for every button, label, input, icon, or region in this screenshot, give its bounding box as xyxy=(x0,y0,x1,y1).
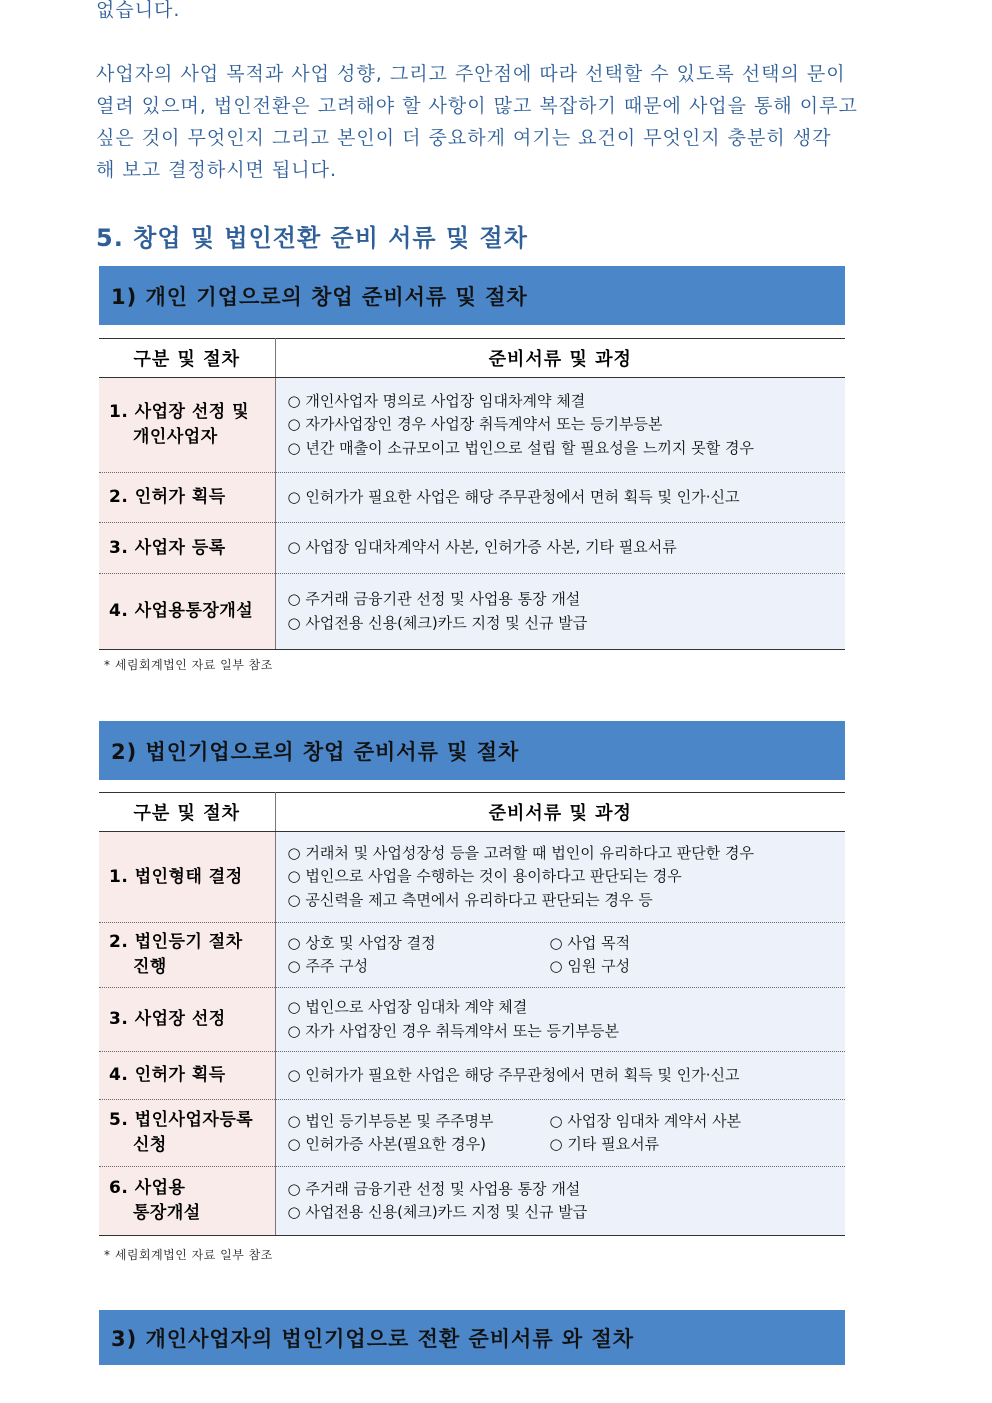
table-header-row xyxy=(99,793,845,832)
items-cell xyxy=(275,923,845,988)
list-item: ○ 사업장 임대차계약서 사본, 인허가증 사본, 기타 필요서류 xyxy=(287,538,677,557)
list-item: ○ 사업전용 신용(체크)카드 지정 및 신규 발급 xyxy=(287,1203,588,1221)
items-cell xyxy=(275,378,845,473)
table1-procedure-table xyxy=(99,338,845,650)
step-cell xyxy=(99,832,275,923)
items-cell xyxy=(275,988,845,1052)
items-cell xyxy=(275,1052,845,1100)
step-label: 2. 법인등기 절차 xyxy=(109,932,243,952)
list-item: ○ 사업장 임대차 계약서 사본 xyxy=(549,1111,742,1130)
step-label: 5. 법인사업자등록 xyxy=(109,1110,254,1130)
items-cell xyxy=(275,1100,845,1167)
table2-procedure-table xyxy=(99,792,845,1236)
list-item: ○ 거래처 및 사업성장성 등을 고려할 때 법인이 유리하다고 판단한 경우 xyxy=(287,843,754,862)
step-label-cont: 신청 xyxy=(133,1135,167,1155)
table1-banner: 1) 개인 기업으로의 창업 준비서류 및 절차 xyxy=(99,266,845,325)
step-label: 4. 사업용통장개설 xyxy=(109,601,254,621)
step-label: 2. 인허가 획득 xyxy=(109,487,226,507)
items-cell xyxy=(275,473,845,523)
table-row xyxy=(99,473,845,523)
step-label: 3. 사업자 등록 xyxy=(109,537,226,558)
column-header-documents: 준비서류 및 과정 xyxy=(275,339,845,378)
step-label: 1. 법인형태 결정 xyxy=(109,866,243,887)
items-cell xyxy=(275,574,845,650)
step-cell xyxy=(99,473,275,523)
list-item: ○ 자가사업장인 경우 사업장 취득계약서 또는 등기부등본 xyxy=(287,415,663,434)
step-label-cont: 개인사업자 xyxy=(133,427,218,447)
list-item: ○ 개인사업자 명의로 사업장 임대차계약 체결 xyxy=(287,391,586,410)
column-header-step: 구분 및 절차 xyxy=(99,793,275,832)
list-item: ○ 주거래 금융기관 선정 및 사업용 통장 개설 xyxy=(287,590,581,608)
list-item: ○ 법인 등기부등본 및 주주명부 xyxy=(287,1111,494,1130)
step-label: 6. 사업용 xyxy=(109,1178,186,1198)
table-row xyxy=(99,1100,845,1167)
step-label-cont: 통장개설 xyxy=(133,1203,201,1223)
items-cell xyxy=(275,1167,845,1236)
list-item: ○ 주주 구성 xyxy=(287,957,369,975)
table-row xyxy=(99,523,845,574)
step-cell xyxy=(99,988,275,1052)
intro-paragraph xyxy=(96,58,898,186)
source-note: * 세림회계법인 자료 일부 참조 xyxy=(104,658,273,672)
list-item: ○ 사업 목적 xyxy=(549,933,631,952)
step-cell xyxy=(99,1100,275,1167)
intro-line: 해 보고 결정하시면 됩니다. xyxy=(96,159,338,181)
step-label-cont: 진행 xyxy=(133,957,167,977)
list-item: ○ 인허가가 필요한 사업은 해당 주무관청에서 면허 획득 및 인가·신고 xyxy=(287,1065,740,1084)
intro-line: 싶은 것이 무엇인지 그리고 본인이 더 중요하게 여기는 요건이 무엇인지 충분히 생각 xyxy=(96,127,832,149)
list-item: ○ 인허가가 필요한 사업은 해당 주무관청에서 면허 획득 및 인가·신고 xyxy=(287,487,740,506)
items-cell xyxy=(275,832,845,923)
list-item: ○ 기타 필요서류 xyxy=(549,1135,660,1153)
intro-line: 열려 있으며, 법인전환은 고려해야 할 사항이 많고 복잡하기 때문에 사업을 통해 이루고 xyxy=(96,95,858,117)
list-item: ○ 인허가증 사본(필요한 경우) xyxy=(287,1135,486,1153)
list-item: ○ 사업전용 신용(체크)카드 지정 및 신규 발급 xyxy=(287,613,588,632)
intro-line: 사업자의 사업 목적과 사업 성향, 그리고 주안점에 따라 선택할 수 있도록 선택의 문이 xyxy=(96,63,846,85)
step-cell xyxy=(99,923,275,988)
table-row xyxy=(99,378,845,473)
top-text-fragment: 없습니다. xyxy=(96,0,181,21)
table-row xyxy=(99,832,845,923)
step-label: 3. 사업장 선정 xyxy=(109,1009,226,1029)
step-label: 4. 인허가 획득 xyxy=(109,1065,226,1085)
table-row xyxy=(99,1167,845,1236)
table2-banner: 2) 법인기업으로의 창업 준비서류 및 절차 xyxy=(99,721,845,780)
step-cell xyxy=(99,1167,275,1236)
table-row xyxy=(99,574,845,650)
list-item: ○ 법인으로 사업장 임대차 계약 체결 xyxy=(287,998,528,1016)
list-item: ○ 년간 매출이 소규모이고 법인으로 설립 할 필요성을 느끼지 못할 경우 xyxy=(287,438,754,457)
table-row xyxy=(99,923,845,988)
source-note: * 세림회계법인 자료 일부 참조 xyxy=(104,1248,273,1262)
section-heading: 5. 창업 및 법인전환 준비 서류 및 절차 xyxy=(96,224,528,252)
step-cell xyxy=(99,378,275,473)
step-cell xyxy=(99,574,275,650)
items-cell xyxy=(275,523,845,574)
table-header-row xyxy=(99,339,845,378)
list-item: ○ 공신력을 제고 측면에서 유리하다고 판단되는 경우 등 xyxy=(287,890,653,909)
column-header-step: 구분 및 절차 xyxy=(99,339,275,378)
column-header-documents: 준비서류 및 과정 xyxy=(275,793,845,832)
list-item: ○ 상호 및 사업장 결정 xyxy=(287,933,436,952)
list-item: ○ 주거래 금융기관 선정 및 사업용 통장 개설 xyxy=(287,1179,581,1198)
list-item: ○ 자가 사업장인 경우 취득계약서 또는 등기부등본 xyxy=(287,1021,619,1040)
table-row xyxy=(99,1052,845,1100)
step-cell xyxy=(99,523,275,574)
table-row xyxy=(99,988,845,1052)
list-item: ○ 임원 구성 xyxy=(549,957,631,975)
table3-banner: 3) 개인사업자의 법인기업으로 전환 준비서류 와 절차 xyxy=(99,1310,845,1365)
step-label: 1. 사업장 선정 및 xyxy=(109,402,250,422)
step-cell xyxy=(99,1052,275,1100)
list-item: ○ 법인으로 사업을 수행하는 것이 용이하다고 판단되는 경우 xyxy=(287,867,682,886)
